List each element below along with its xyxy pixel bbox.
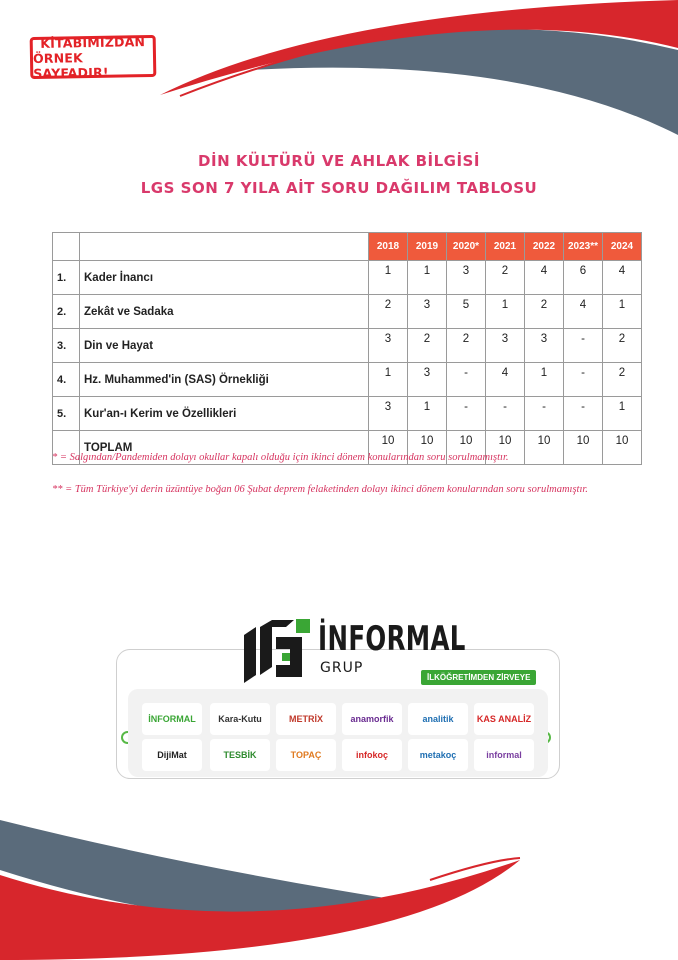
- value-cell: 4: [486, 363, 525, 397]
- total-cell: 10: [486, 431, 525, 465]
- value-cell: 1: [408, 397, 447, 431]
- year-header: 2023**: [564, 233, 603, 261]
- header-blank-no: [53, 233, 80, 261]
- value-cell: 2: [603, 363, 642, 397]
- value-cell: -: [486, 397, 525, 431]
- row-number: 1.: [53, 261, 80, 295]
- publisher-logo-analitik: analitik: [408, 703, 468, 735]
- value-cell: 1: [603, 397, 642, 431]
- year-header: 2022: [525, 233, 564, 261]
- row-number: 4.: [53, 363, 80, 397]
- value-cell: 3: [369, 329, 408, 363]
- publisher-logo-kas-analiz: KAS ANALİZ: [474, 703, 534, 735]
- value-cell: 3: [486, 329, 525, 363]
- value-cell: 2: [603, 329, 642, 363]
- topic-cell: Kader İnancı: [80, 261, 369, 295]
- year-header: 2024: [603, 233, 642, 261]
- footnote-pandemic: * = Salgından/Pandemiden dolayı okullar kapalı olduğu için ikinci dönem konularından soru sorulmamıştır.: [52, 452, 509, 463]
- table-row: [53, 397, 642, 431]
- year-header: 2021: [486, 233, 525, 261]
- publisher-logo-karakutu: Kara-Kutu: [210, 703, 270, 735]
- value-cell: -: [564, 329, 603, 363]
- table-header-row: [53, 233, 642, 261]
- total-cell: 10: [564, 431, 603, 465]
- topic-cell: Hz. Muhammed'in (SAS) Örnekliği: [80, 363, 369, 397]
- total-cell: 10: [525, 431, 564, 465]
- table-row: [53, 261, 642, 295]
- stamp-line-1: KİTABIMIZDAN: [40, 33, 146, 51]
- topic-cell: Din ve Hayat: [80, 329, 369, 363]
- value-cell: 3: [447, 261, 486, 295]
- header-blank-topic: [80, 233, 369, 261]
- total-cell: 10: [447, 431, 486, 465]
- footnote-earthquake: ** = Tüm Türkiye'yi derin üzüntüye boğan 06 Şubat deprem felaketinden dolayı ikinci dönem konularından soru sorulmamıştır.: [52, 484, 588, 495]
- value-cell: 1: [486, 295, 525, 329]
- page-title: DİN KÜLTÜRÜ VE AHLAK BİLGİSİ: [198, 152, 480, 170]
- value-cell: 1: [408, 261, 447, 295]
- sample-page-stamp: [30, 35, 157, 79]
- value-cell: 3: [408, 363, 447, 397]
- row-number: 3.: [53, 329, 80, 363]
- value-cell: 1: [525, 363, 564, 397]
- table-row: [53, 363, 642, 397]
- value-cell: 4: [525, 261, 564, 295]
- informal-logo-icon: [236, 617, 312, 687]
- brand-slogan: İLKÖĞRETİMDEN ZİRVEYE: [421, 670, 536, 685]
- publisher-logo-metakoc: metakoç: [408, 739, 468, 771]
- value-cell: -: [564, 363, 603, 397]
- value-cell: 2: [408, 329, 447, 363]
- publisher-logo-dijimat: DijiMat: [142, 739, 202, 771]
- publisher-logo-informal: İNFORMAL: [142, 703, 202, 735]
- page-subtitle: LGS SON 7 YILA AİT SORU DAĞILIM TABLOSU: [140, 179, 538, 197]
- value-cell: 2: [525, 295, 564, 329]
- value-cell: 1: [603, 295, 642, 329]
- topic-cell: Kur'an-ı Kerim ve Özellikleri: [80, 397, 369, 431]
- value-cell: -: [525, 397, 564, 431]
- value-cell: 2: [447, 329, 486, 363]
- value-cell: -: [564, 397, 603, 431]
- publisher-logo-informal-small: informal: [474, 739, 534, 771]
- topic-cell: Zekât ve Sadaka: [80, 295, 369, 329]
- publisher-logo-topac: TOPAÇ: [276, 739, 336, 771]
- value-cell: 3: [369, 397, 408, 431]
- row-number: 5.: [53, 397, 80, 431]
- value-cell: -: [447, 397, 486, 431]
- total-cell: 10: [369, 431, 408, 465]
- total-cell: 10: [603, 431, 642, 465]
- table-row: [53, 295, 642, 329]
- row-number: 2.: [53, 295, 80, 329]
- publisher-logo-infokoc: infokoç: [342, 739, 402, 771]
- value-cell: 1: [369, 261, 408, 295]
- publisher-logo-metrix: METRİX: [276, 703, 336, 735]
- table-row: [53, 329, 642, 363]
- value-cell: 2: [486, 261, 525, 295]
- value-cell: 4: [603, 261, 642, 295]
- year-header: 2018: [369, 233, 408, 261]
- total-cell: 10: [408, 431, 447, 465]
- value-cell: 3: [408, 295, 447, 329]
- brand-subtitle: GRUP: [320, 660, 364, 676]
- stamp-line-2: ÖRNEK SAYFADIR!: [32, 49, 109, 81]
- value-cell: 5: [447, 295, 486, 329]
- year-header: 2019: [408, 233, 447, 261]
- question-distribution-table: [52, 232, 642, 465]
- total-label: TOPLAM: [80, 431, 369, 465]
- value-cell: 2: [369, 295, 408, 329]
- year-header: 2020*: [447, 233, 486, 261]
- publisher-logo-tesbik: TESBİK: [210, 739, 270, 771]
- value-cell: -: [447, 363, 486, 397]
- value-cell: 3: [525, 329, 564, 363]
- value-cell: 4: [564, 295, 603, 329]
- publisher-logo-anamorfik: anamorfik: [342, 703, 402, 735]
- value-cell: 1: [369, 363, 408, 397]
- brand-name: İNFORMAL: [318, 619, 466, 659]
- value-cell: 6: [564, 261, 603, 295]
